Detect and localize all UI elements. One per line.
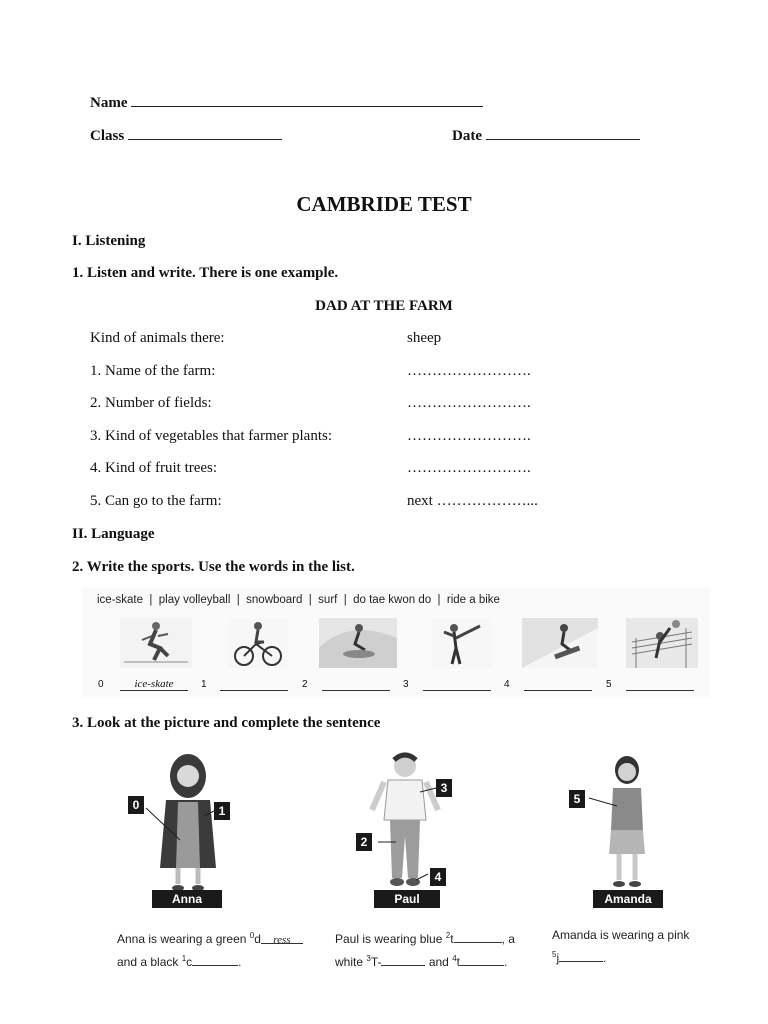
caption-text: Amanda is wearing a pink <box>552 928 690 942</box>
row-label: 5. Can go to the farm: <box>90 493 222 509</box>
paul-name-bar: Paul <box>374 890 440 908</box>
name-label: Name <box>90 95 128 111</box>
paul-answer-2[interactable] <box>454 930 502 943</box>
date-field[interactable] <box>452 127 640 145</box>
caption-number: 3 <box>366 954 371 963</box>
paul-answer-4[interactable] <box>460 953 504 966</box>
paul-label-4: 4 <box>430 868 446 886</box>
section1-task-title: 1. Listen and write. There is one example. <box>72 265 339 281</box>
paul-picture <box>350 750 480 910</box>
caption-number: 0 <box>249 931 255 940</box>
class-label: Class <box>90 128 125 144</box>
sport-number: 3 <box>403 679 409 690</box>
row-answer: sheep <box>407 330 442 346</box>
amanda-answer-5[interactable] <box>559 949 603 962</box>
ride-bike-picture <box>228 618 288 668</box>
row-answer[interactable]: ……………………. <box>407 428 531 444</box>
section2-heading: II. Language <box>72 526 155 542</box>
anna-name-bar: Anna <box>152 890 222 908</box>
sport-number: 1 <box>201 679 207 690</box>
sport-number: 4 <box>504 679 510 690</box>
snowboard-picture <box>522 618 598 668</box>
anna-answer-1[interactable] <box>192 953 238 966</box>
date-label: Date <box>452 128 482 144</box>
row-answer[interactable]: ……………………. <box>407 395 531 411</box>
amanda-label-5: 5 <box>569 790 585 808</box>
caption-number: 2 <box>445 931 451 940</box>
caption-text: white <box>335 955 367 969</box>
caption-text: j <box>556 951 560 965</box>
caption-text: Paul is wearing blue <box>335 932 446 946</box>
row-label: 1. Name of the farm: <box>90 363 216 379</box>
paul-answer-3[interactable] <box>381 953 425 966</box>
row-answer[interactable]: next ………………... <box>407 493 538 509</box>
section2-task-title: 2. Write the sports. Use the words in the list. <box>72 559 355 575</box>
sports-panel <box>82 588 710 698</box>
caption-text: and a black <box>117 955 182 969</box>
amanda-name-bar: Amanda <box>593 890 663 908</box>
row-label: 2. Number of fields: <box>90 395 212 411</box>
surf-picture <box>319 618 397 668</box>
paul-label-3: 3 <box>436 779 452 797</box>
caption-text: Anna is wearing a green <box>117 932 250 946</box>
caption-text: c <box>186 955 193 969</box>
row-answer[interactable]: ……………………. <box>407 363 531 379</box>
sport-answer-2[interactable] <box>322 678 390 691</box>
sport-answer-3[interactable] <box>423 678 491 691</box>
sport-answer-1[interactable] <box>220 678 288 691</box>
row-answer[interactable]: ……………………. <box>407 460 531 476</box>
word-list: ice-skate | play volleyball | snowboard | surf | do tae kwon do | ride a bike <box>97 594 500 606</box>
sport-answer-5[interactable] <box>626 678 694 691</box>
tae-kwon-do-picture <box>432 618 492 668</box>
section3-task-title: 3. Look at the picture and complete the sentence <box>72 715 381 731</box>
page-title: CAMBRIDE TEST <box>296 192 472 216</box>
name-line <box>131 94 483 107</box>
caption-text: . <box>238 955 242 969</box>
caption-text: and <box>425 955 453 969</box>
sport-number: 2 <box>302 679 308 690</box>
sport-number: 5 <box>606 679 612 690</box>
row-label: Kind of animals there: <box>90 330 225 346</box>
amanda-picture <box>565 750 695 910</box>
row-label: 3. Kind of vegetables that farmer plants: <box>90 428 333 444</box>
caption-text: . <box>503 955 508 969</box>
paul-caption <box>335 926 535 972</box>
caption-text: t <box>450 932 454 946</box>
date-line <box>486 127 640 140</box>
anna-caption <box>117 926 317 972</box>
class-line <box>128 127 282 140</box>
caption-text: . <box>603 951 607 965</box>
anna-label-0: 0 <box>128 796 144 814</box>
sport-number: 0 <box>98 679 104 690</box>
amanda-caption <box>552 926 732 968</box>
anna-answer-0: ress <box>261 931 303 944</box>
class-field[interactable] <box>90 127 282 145</box>
caption-text: , a <box>501 932 515 946</box>
anna-label-1: 1 <box>214 802 230 820</box>
ice-skate-picture <box>120 618 192 668</box>
play-volleyball-picture <box>626 618 698 668</box>
caption-text: T- <box>370 955 382 969</box>
sport-answer-4[interactable] <box>524 678 592 691</box>
name-field[interactable] <box>90 94 483 112</box>
section1-heading: I. Listening <box>72 233 146 249</box>
caption-number: 5 <box>552 950 557 959</box>
row-label: 4. Kind of fruit trees: <box>90 460 218 476</box>
caption-number: 4 <box>452 954 457 963</box>
caption-number: 1 <box>181 954 187 963</box>
paul-label-2: 2 <box>356 833 372 851</box>
sport-answer-0: ice-skate <box>120 678 188 691</box>
anna-picture <box>120 750 255 910</box>
section1-subtitle: DAD AT THE FARM <box>315 298 453 314</box>
caption-text: t <box>456 955 460 969</box>
caption-text: d <box>254 932 261 946</box>
